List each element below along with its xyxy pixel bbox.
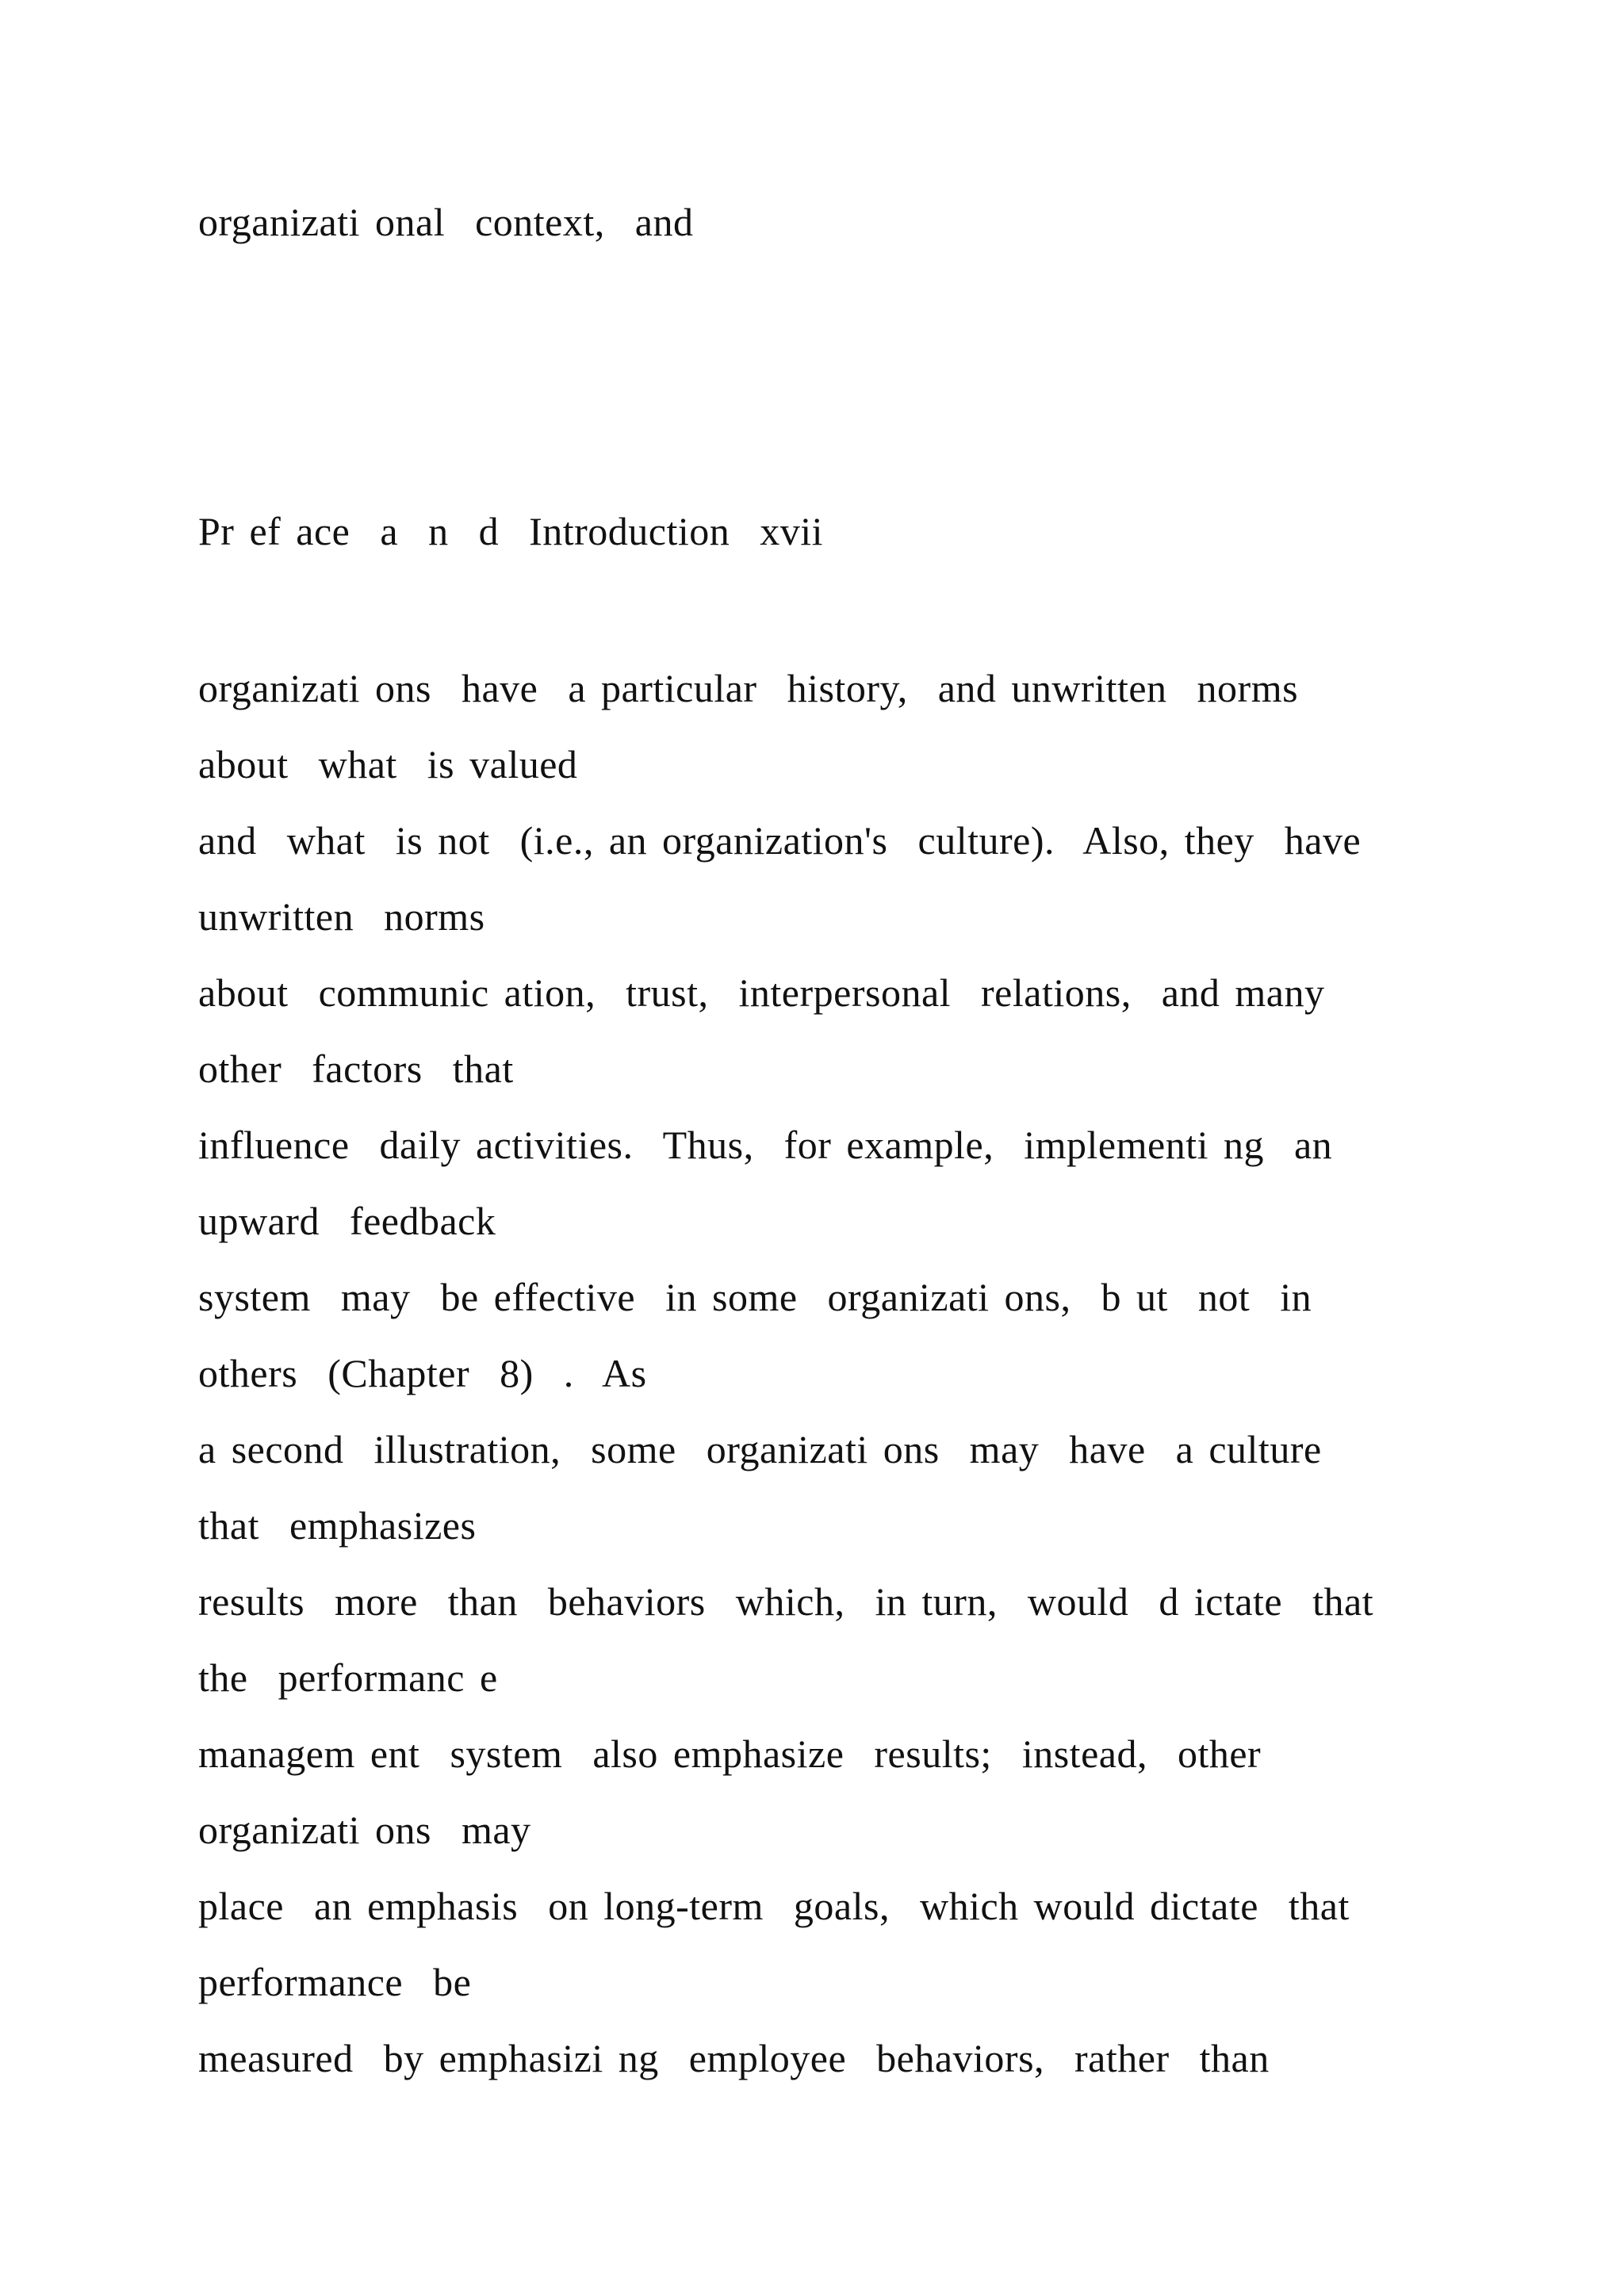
body-line: organizati ons may: [198, 1808, 531, 1852]
body-line: measured by emphasizi ng employee behaviors, rather than: [198, 2036, 1270, 2080]
body-line: other factors that: [198, 1047, 514, 1091]
body-line: upward feedback: [198, 1199, 496, 1243]
body-line: the performanc e: [198, 1655, 498, 1700]
body-line: that emphasizes: [198, 1503, 477, 1548]
body-line: results more than behaviors which, in turn, would d ictate that: [198, 1579, 1374, 1624]
body-line: and what is not (i.e., an organization's culture). Also, they have: [198, 818, 1362, 863]
body-line: others (Chapter 8) . As: [198, 1351, 647, 1395]
body-line: about what is valued: [198, 742, 578, 786]
opening-line: organizati onal context, and: [198, 200, 694, 244]
body-line: system may be effective in some organizati ons, b ut not in: [198, 1275, 1312, 1319]
body-line: influence daily activities. Thus, for example, implementi ng an: [198, 1123, 1333, 1167]
body-line: performance be: [198, 1960, 472, 2004]
body-line: a second illustration, some organizati ons may have a culture: [198, 1427, 1322, 1471]
body-line: organizati ons have a particular history, and unwritten norms: [198, 666, 1299, 710]
body-line: unwritten norms: [198, 894, 485, 939]
running-header: Pr ef ace a n d Introduction xvii: [198, 509, 824, 553]
body-line: about communic ation, trust, interpersonal relations, and many: [198, 970, 1325, 1015]
body-line: managem ent system also emphasize results; instead, other: [198, 1732, 1262, 1776]
body-line: place an emphasis on long-term goals, which would dictate that: [198, 1884, 1350, 1928]
